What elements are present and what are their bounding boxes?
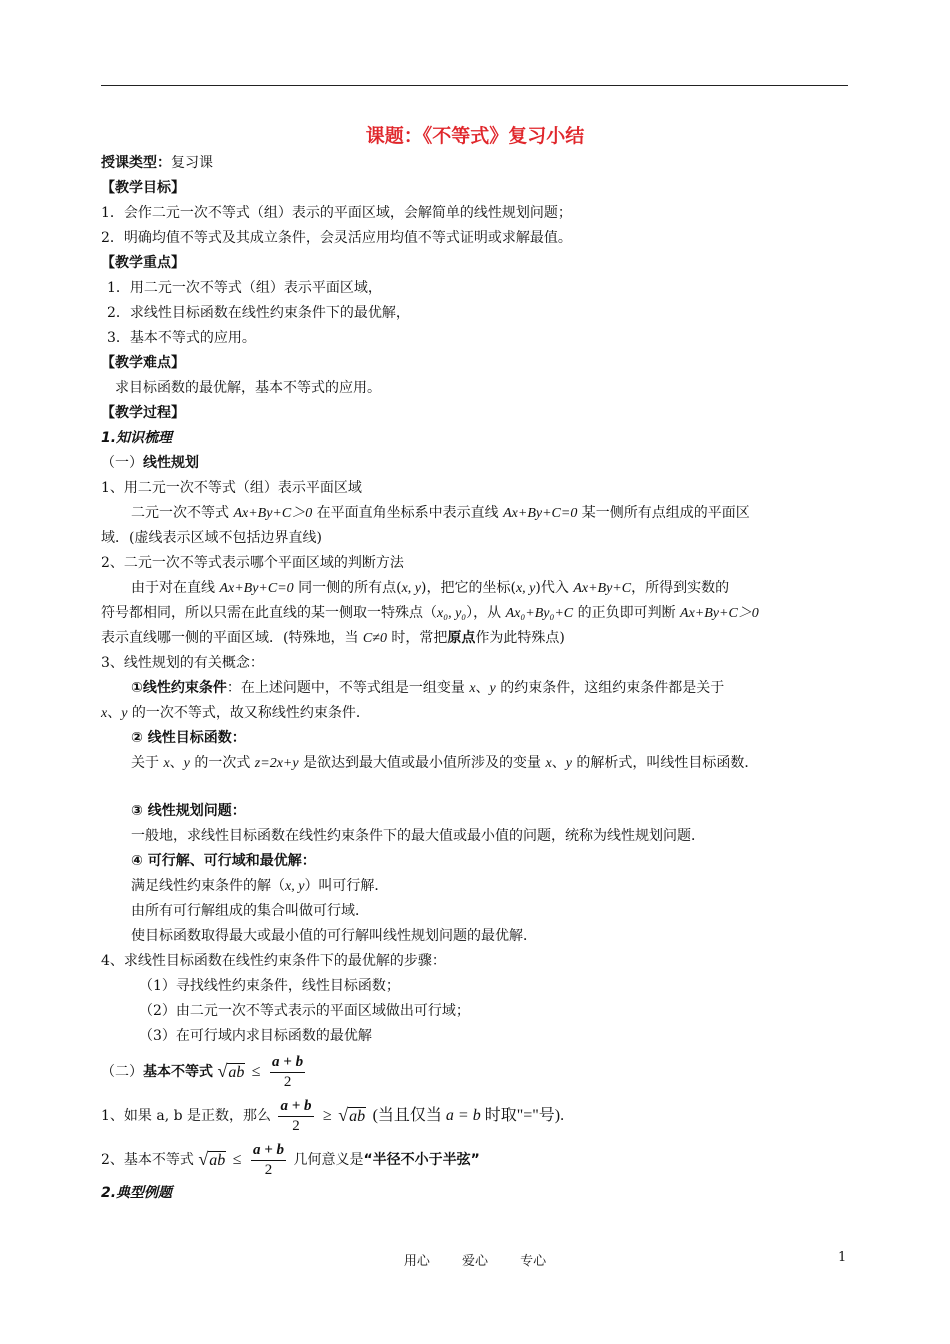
fraction (278, 1097, 313, 1136)
text-run: ）叫可行解． (304, 878, 389, 894)
formula: x (163, 756, 170, 771)
text-run: 几何意义是 (293, 1152, 364, 1168)
text-run: 的一次式 (189, 755, 255, 771)
lesson-type-line (101, 151, 851, 176)
fraction (251, 1141, 286, 1180)
goal-item-1: 1．会作二元一次不等式（组）表示的平面区域，会解简单的线性规划问题； (101, 205, 572, 221)
p2-line3 (101, 626, 851, 651)
concept-title: ③ 线性规划问题 (131, 803, 232, 819)
formula: Ax+By+C=0 (219, 581, 294, 596)
step-2: （2）由二元一次不等式表示的平面区域做出可行域； (139, 1003, 470, 1019)
text-run: ：在上述问题中，不等式组是一组变量 (226, 680, 470, 696)
text-run: )，把它的坐标( (421, 580, 516, 596)
process-heading: 【教学过程】 (101, 405, 185, 421)
formula: x (545, 756, 552, 771)
text-run: 在平面直角坐标系中表示直线 (312, 505, 504, 521)
difficulties-text: 求目标函数的最优解，基本不等式的应用。 (115, 380, 381, 396)
key-point-3: 3．基本不等式的应用。 (107, 330, 256, 346)
concept-title: ④ 可行解、可行域和最优解 (131, 853, 302, 869)
text-run: 、 (107, 705, 122, 721)
text-run: )代入 (535, 580, 574, 596)
radical-sign: √ (217, 1061, 228, 1081)
page-title: 课题：《不等式》复习小结 (365, 125, 585, 147)
sub2-title: 基本不等式 (143, 1064, 213, 1080)
formula: y (565, 756, 572, 771)
p1-title: 1、用二元一次不等式（组）表示平面区域 (101, 480, 362, 496)
text-run: 由于对在直线 (131, 580, 220, 596)
text-run: ： (231, 803, 246, 819)
concept-title: ② 线性目标函数 (131, 730, 232, 746)
text-run: 某一侧所有点组成的平面区 (577, 505, 750, 521)
text-run: 时，常把 (386, 630, 448, 646)
formula: z=2x+y (254, 756, 299, 771)
p4-title: 4、求线性目标函数在线性约束条件下的最优解的步骤： (101, 953, 446, 969)
text-run: ），从 (466, 605, 506, 621)
formula: y (489, 681, 496, 696)
radical-sign: √ (338, 1105, 349, 1125)
text-run: 时取"="号). (484, 1107, 565, 1124)
text-run: 关于 (131, 755, 164, 771)
denominator: 2 (283, 1073, 292, 1090)
text-run: ： (301, 853, 316, 869)
text-run: 的正负即可判断 (573, 605, 681, 621)
le-sign: ≤ (232, 1151, 242, 1168)
formula: x₀, y₀ (437, 606, 467, 621)
concept-2-title (101, 726, 851, 751)
text-run: 、 (169, 755, 184, 771)
text-run: 满足线性约束条件的解（ (131, 878, 285, 894)
concept-4-line1 (101, 874, 851, 899)
ge-sign: ≥ (323, 1107, 332, 1124)
formula: y (121, 706, 128, 721)
concept-3-text: 一般地，求线性目标函数在线性约束条件下的最大值或最小值的问题，统称为线性规划问题． (131, 828, 705, 844)
step-1: （1）寻找线性约束条件，线性目标函数； (139, 978, 400, 994)
key-point-2: 2．求线性目标函数在线性约束条件下的最优解， (107, 305, 410, 321)
p1-line1 (101, 501, 851, 526)
sub1-title: 线性规划 (143, 455, 199, 471)
radical-sign: √ (198, 1149, 209, 1169)
formula: Ax+By+C (573, 581, 632, 596)
numerator: a + b (270, 1053, 305, 1073)
formula: Ax₀+By₀+C (505, 606, 574, 621)
concept-3-title (101, 799, 851, 824)
sub-basic-inequality (101, 1049, 851, 1093)
formula: a = b (445, 1107, 481, 1124)
text-run: 同一侧的所有点( (293, 580, 402, 596)
lesson-type-label: 授课类型： (101, 155, 171, 171)
concept-2-text (101, 751, 851, 799)
p1-line2: 域．(虚线表示区域不包括边界直线) (101, 530, 322, 546)
difficulties-heading: 【教学难点】 (101, 355, 185, 371)
page-number: 1 (838, 1250, 847, 1265)
sub2-prefix: （二） (101, 1064, 143, 1080)
text-run: 表示直线哪一侧的平面区域．(特殊地，当 (101, 630, 363, 646)
p2-line1 (101, 576, 851, 601)
goal-item-2: 2．明确均值不等式及其成立条件，会灵活应用均值不等式证明或求解最值。 (101, 230, 572, 246)
key-point-1: 1．用二元一次不等式（组）表示平面区域， (107, 280, 382, 296)
formula: y (183, 756, 190, 771)
text-run: 是欲达到最大值或最小值所涉及的变量 (298, 755, 546, 771)
radicand: ab (228, 1064, 245, 1081)
text-run: 的解析式，叫线性目标函数． (571, 755, 759, 771)
formula: Ax+By+C=0 (503, 506, 578, 521)
goals-heading: 【教学目标】 (101, 180, 185, 196)
formula: Ax+By+C＞0 (680, 606, 759, 621)
sqrt-ab (338, 1093, 366, 1139)
header-rule (101, 85, 848, 86)
bold-text: 原点 (447, 630, 476, 646)
fraction (270, 1053, 305, 1092)
p2-title: 2、二元一次不等式表示哪个平面区域的判断方法 (101, 555, 404, 571)
step-3: （3）在可行域内求目标函数的最优解 (139, 1028, 372, 1044)
formula: x, y (515, 581, 536, 596)
text-run: 的约束条件，这组约束条件都是关于 (495, 680, 725, 696)
basic-ineq-point-2 (101, 1137, 851, 1181)
radicand: ab (349, 1108, 366, 1125)
concept-1-line1 (101, 676, 851, 701)
formula: Ax+By+C＞0 (233, 506, 313, 521)
p2-line2 (101, 601, 851, 626)
radicand: ab (209, 1152, 226, 1169)
denominator: 2 (264, 1161, 273, 1178)
document-body (101, 151, 851, 1206)
basic-ineq-point-1 (101, 1093, 851, 1137)
text-run: 作为此特殊点) (475, 630, 565, 646)
text-run: ： (231, 730, 246, 746)
footer-motto: 用心 爱心 专心 (403, 1254, 547, 1269)
concept-4-line3: 使目标函数取得最大或最小值的可行解叫线性规划问题的最优解． (131, 928, 537, 944)
sqrt-ab (217, 1049, 245, 1095)
concept-4-title (101, 849, 851, 874)
text-run: 1、如果 a, b 是正数，那么 (101, 1108, 272, 1124)
concept-4-line2: 由所有可行解组成的集合叫做可行域． (131, 903, 369, 919)
text-run: 、 (551, 755, 566, 771)
sub-linear-programming (101, 451, 851, 476)
lesson-type-value: 复习课 (171, 155, 213, 171)
sqrt-ab (198, 1137, 226, 1183)
formula: x, y (285, 879, 305, 894)
numerator: a + b (278, 1097, 313, 1117)
text-run: 符号都相同，所以只需在此直线的某一侧取一特殊点（ (101, 605, 437, 621)
key-points-heading: 【教学重点】 (101, 255, 185, 271)
text-run: 的一次不等式，故又称线性约束条件． (127, 705, 370, 721)
formula: x (101, 706, 108, 721)
le-sign: ≤ (251, 1063, 261, 1080)
formula: x, y (401, 581, 422, 596)
text-run: (当且仅当 (372, 1107, 442, 1124)
bold-text: “半径不小于半弦” (363, 1152, 480, 1168)
section-typical-examples: 2.典型例题 (101, 1185, 173, 1201)
text-run: 二元一次不等式 (131, 505, 234, 521)
concept-title: ①线性约束条件 (131, 680, 227, 696)
sub1-prefix: （一） (101, 455, 143, 471)
text-run: 2、基本不等式 (101, 1152, 194, 1168)
section-knowledge-review: 1.知识梳理 (101, 430, 173, 446)
formula: C≠0 (362, 631, 387, 646)
concept-1-line2 (101, 701, 851, 726)
denominator: 2 (292, 1117, 300, 1134)
text-run: 、 (475, 680, 490, 696)
formula: x (469, 681, 476, 696)
text-run: ，所得到实数的 (631, 580, 730, 596)
numerator: a + b (251, 1141, 286, 1161)
p3-title: 3、线性规划的有关概念： (101, 655, 264, 671)
